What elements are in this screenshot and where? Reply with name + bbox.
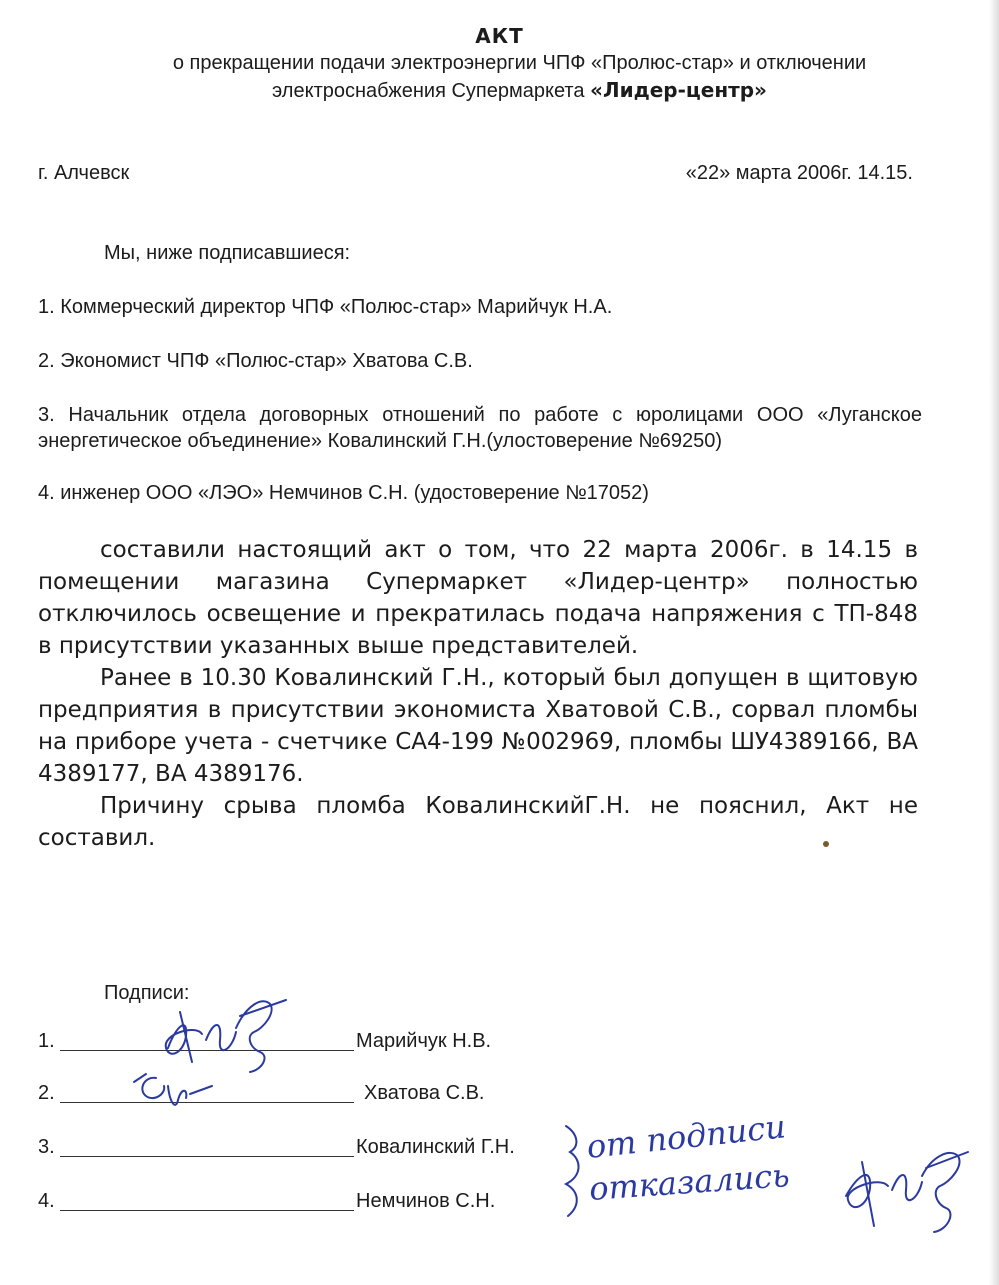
signature-line [60, 1050, 354, 1051]
signature-line [60, 1210, 354, 1211]
signature-number: 1. [38, 1030, 55, 1052]
document-subtitle-line1: о прекращении подачи электроэнергии ЧПФ «Пролюс-стар» и отключении [172, 52, 867, 74]
body-paragraph: Причину срыва пломба КовалинскийГ.Н. не пояснил, Акт не составил. [38, 793, 918, 851]
handwritten-refusal-note [566, 1107, 791, 1216]
document-date: «22» марта 2006г. 14.15. [685, 162, 913, 184]
signature-number: 3. [38, 1136, 55, 1158]
handwritten-signature-1 [166, 1000, 286, 1072]
signatures-label: Подписи: [104, 982, 190, 1004]
handwritten-signature-3 [846, 1152, 968, 1232]
signatory-name: Хватова С.В. [364, 1082, 485, 1104]
body-paragraph: составили настоящий акт о том, что 22 марта 2006г. в 14.15 в помещении магазина Супермаркет «Лидер-центр» полностью отключилось освещение и прекратилась подача напряжения с ТП-848 в присутствии указанных выше представителей. [38, 537, 918, 659]
signatory-name: Немчинов С.Н. [356, 1190, 496, 1212]
participant-2: 2. Экономист ЧПФ «Полюс-стар» Хватова С.В. [38, 350, 473, 372]
signatory-name: Ковалинский Г.Н. [356, 1136, 515, 1158]
intro-text: Мы, ниже подписавшиеся: [104, 242, 351, 264]
city: г. Алчевск [38, 162, 130, 184]
store-name: «Лидер-центр» [590, 78, 767, 102]
refusal-note-line2: отказались [587, 1156, 791, 1208]
scan-edge [989, 0, 999, 1285]
participant-3: 3. Начальник отдела договорных отношений по работе с юролицами ООО «Луганское энергетическое объединение» Ковалинский Г.Н.(улостоверение №69250) [38, 404, 922, 452]
document-subtitle-line2 [40, 77, 999, 105]
body-paragraph: Ранее в 10.30 Ковалинский Г.Н., который был допущен в щитовую предприятия в присутствии экономиста Хватовой С.В., сорвал пломбы на приборе учета - счетчике СА4-199 №002969, пломбы ШУ4389166, ВА 4389177, ВА 4389176. [38, 665, 918, 787]
signature-line [60, 1102, 354, 1103]
document-title: АКТ [475, 24, 524, 48]
signature-number: 2. [38, 1082, 55, 1104]
participant-1: 1. Коммерческий директор ЧПФ «Полюс-стар» Марийчук Н.А. [38, 296, 613, 318]
handwritten-signature-2 [134, 1074, 212, 1105]
signature-number: 4. [38, 1190, 55, 1212]
title-block [0, 22, 999, 105]
subtitle-prefix: электроснабжения Супермаркета [272, 80, 591, 102]
signature-line [60, 1156, 354, 1157]
signatory-name: Марийчук Н.В. [356, 1030, 492, 1052]
refusal-note-line1: от подписи [584, 1107, 788, 1166]
act-body [38, 534, 918, 854]
participant-4: 4. инженер ООО «ЛЭО» Немчинов С.Н. (удостоверение №17052) [38, 482, 649, 504]
